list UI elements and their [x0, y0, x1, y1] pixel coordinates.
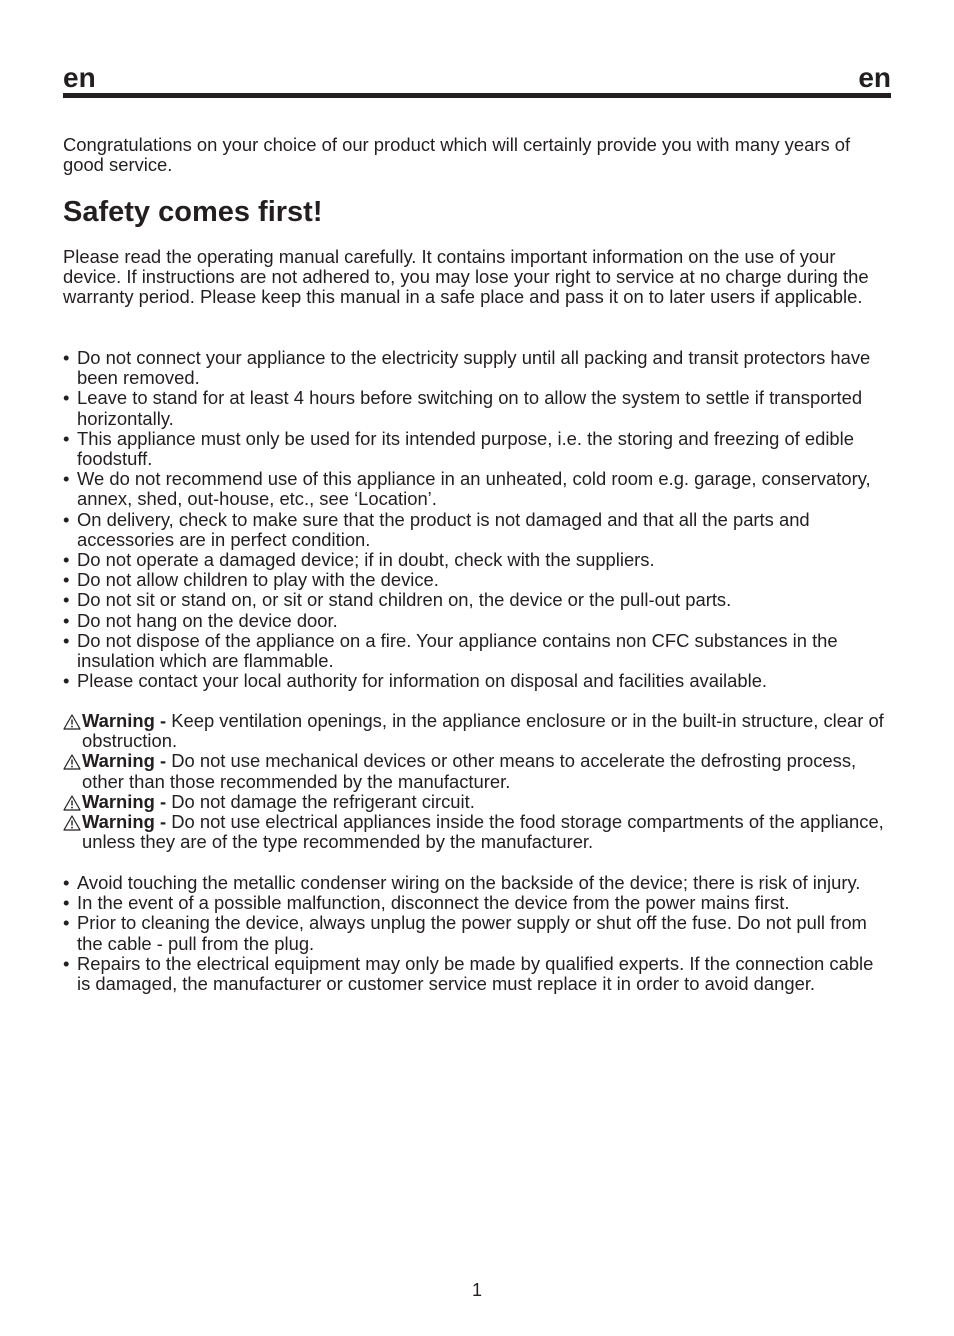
page-header — [63, 62, 891, 98]
bullet-glyph: • — [63, 347, 70, 368]
warning-label: Warning - — [82, 710, 167, 731]
bullet-glyph: • — [63, 549, 70, 571]
bullet-glyph: • — [63, 912, 70, 934]
bullet-glyph: • — [63, 508, 70, 530]
bullet-glyph: • — [63, 892, 70, 914]
warning-triangle-icon — [63, 815, 81, 831]
header-rule — [63, 93, 891, 98]
bullet-glyph: • — [63, 872, 70, 893]
warning-triangle-icon — [63, 754, 81, 770]
warning-label: Warning - — [82, 790, 167, 812]
intro-text: Congratulations on your choice of our product which will certainly provide you with many years of good service. — [63, 134, 851, 176]
warning-triangle-icon — [63, 795, 81, 811]
bullet-glyph: • — [63, 629, 70, 651]
language-code-left: en — [63, 62, 96, 93]
language-code-right: en — [858, 62, 891, 93]
list-item: • Avoid touching the metallic condenser wiring on the backside of the device; there is risk of injury. — [63, 872, 861, 893]
list-item: • On delivery, check to make sure that the product is not damaged and that all the parts and accessories are in perfect condition. — [63, 508, 810, 550]
warning-item: Warning - Do not damage the refrigerant circuit. — [63, 792, 891, 812]
list-item: • Do not operate a damaged device; if in doubt, check with the suppliers. — [63, 549, 655, 571]
list-item: • Do not sit or stand on, or sit or stand children on, the device or the pull-out parts. — [63, 589, 732, 611]
section-title: Safety comes first! — [63, 196, 323, 228]
bullet-glyph: • — [63, 589, 70, 611]
list-item: • This appliance must only be used for its intended purpose, i.e. the storing and freezing of edible foodstuff. — [63, 427, 854, 470]
list-item: • We do not recommend use of this appliance in an unheated, cold room e.g. garage, conservatory, annex, shed, out-house, etc., see ‘Location’. — [63, 468, 871, 510]
list-item: • In the event of a possible malfunction, disconnect the device from the power mains first. — [63, 892, 790, 914]
warning-label: Warning - — [82, 811, 167, 833]
bullet-glyph: • — [63, 468, 70, 490]
bullet-glyph: • — [63, 952, 70, 974]
bullet-glyph: • — [63, 387, 70, 409]
bullet-glyph: • — [63, 569, 70, 591]
list-item: • Prior to cleaning the device, always unplug the power supply or shut off the fuse. Do not pull from the cable - pull from the plug. — [63, 912, 867, 954]
instructions-paragraph: Please read the operating manual carefully. It contains important information on the use of your device. If instructions are not adhered to, you may lose your right to service at no charge during the warranty period. Please keep this manual in a safe place and pass it on to later users if applicable. — [63, 246, 869, 308]
warning-item: Warning - Keep ventilation openings, in the appliance enclosure or in the built-in structure, clear of obstruction. — [63, 711, 891, 751]
warning-list — [63, 711, 891, 852]
warning-label: Warning - — [82, 750, 167, 772]
bullet-glyph: • — [63, 427, 70, 449]
list-item: • Please contact your local authority for information on disposal and facilities available. — [63, 670, 768, 692]
list-item: • Do not allow children to play with the device. — [63, 569, 439, 591]
list-item: • Repairs to the electrical equipment may only be made by qualified experts. If the connection cable is damaged, the manufacturer or customer service must replace it in order to avoid danger. — [63, 952, 874, 995]
list-item: • Do not dispose of the appliance on a fire. Your appliance contains non CFC substances in the insulation which are flammable. — [63, 629, 838, 672]
bullet-glyph: • — [63, 609, 70, 631]
list-item: • Do not hang on the device door. — [63, 609, 338, 631]
safety-bullet-list — [63, 348, 891, 691]
page-number: 1 — [471, 1280, 482, 1300]
bullet-glyph: • — [63, 670, 70, 692]
warning-triangle-icon — [63, 714, 81, 730]
warning-item: Warning - Do not use mechanical devices or other means to accelerate the defrosting process, other than those recommended by the manufacturer. — [63, 751, 891, 791]
list-item: • Do not connect your appliance to the electricity supply until all packing and transit protectors have been removed. — [63, 347, 871, 389]
warning-item: Warning - Do not use electrical appliances inside the food storage compartments of the appliance, unless they are of the type recommended by the manufacturer. — [63, 812, 891, 852]
list-item: • Leave to stand for at least 4 hours before switching on to allow the system to settle if transported horizontally. — [63, 387, 863, 429]
electrical-safety-list — [63, 873, 891, 994]
